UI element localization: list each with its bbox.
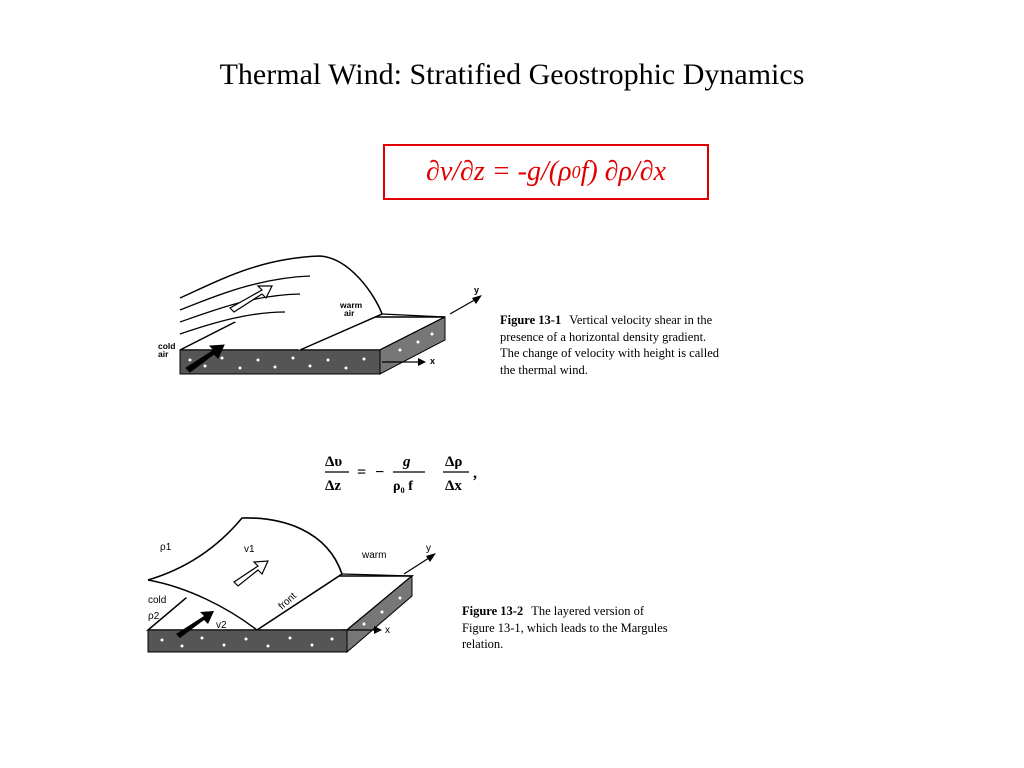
fig2-warm-label: warm (362, 550, 387, 561)
fig1-caption-line-2: presence of a horizontal density gradient. (500, 329, 707, 344)
figure-13-2-caption (462, 603, 722, 653)
fig2-rho2-label: ρ2 (148, 611, 160, 622)
fig1-warm-label: warm (340, 300, 363, 310)
fig1-caption-line-1: Vertical velocity shear in the (569, 313, 713, 327)
fig1-caption-line-4: the thermal wind. (500, 362, 588, 377)
figure-13-1-diagram (150, 250, 495, 380)
fig1-caption-line-3: The change of velocity with height is called (500, 346, 720, 360)
fig1-x-axis-label: x (430, 356, 436, 366)
fig2-caption-line-1: The layered version of (531, 604, 645, 618)
fig2-front-label: front (276, 590, 299, 613)
fig2-v1-label: v1 (244, 544, 255, 555)
equation-part-2: f) ∂ρ/∂x (580, 156, 666, 187)
formula-drho: Δρ (445, 454, 463, 470)
equation-subscript: 0 (571, 161, 581, 182)
formula-dx: Δx (445, 478, 462, 494)
formula-dz: Δz (325, 478, 342, 494)
fig2-rho1-label: ρ1 (160, 542, 172, 553)
fig1-cold-label: cold (158, 341, 176, 351)
fig2-caption-line-3: relation. (462, 637, 504, 651)
formula-minus: − (375, 464, 385, 481)
finite-difference-formula (285, 448, 495, 498)
fig2-caption-line-2: Figure 13-1, which leads to the Margules (462, 620, 668, 635)
fig2-x-axis-label: x (385, 625, 390, 636)
fig2-v2-label: v2 (216, 620, 227, 631)
fig2-cold-label: cold (148, 595, 167, 606)
fig1-y-axis-label: y (474, 285, 480, 295)
fig1-warm-air-label: air (344, 308, 355, 318)
fig2-y-axis-label: y (426, 543, 431, 554)
formula-dv: Δυ (325, 454, 343, 470)
figure-13-2-diagram (142, 512, 452, 657)
equation-part-1: ∂v/∂z = -g/(ρ (426, 156, 572, 187)
thermal-wind-equation-box (383, 144, 709, 200)
formula-rho0f: ρ₀ f (393, 479, 413, 494)
formula-equals: = (357, 464, 367, 481)
formula-comma: , (473, 465, 477, 482)
figure-13-1-caption (500, 312, 760, 378)
figure-13-2-caption-label: Figure 13-2 (462, 604, 524, 618)
page-title: Thermal Wind: Stratified Geostrophic Dynamics (219, 58, 805, 91)
fig1-cold-air-label: air (158, 349, 169, 359)
formula-g: g (403, 454, 411, 470)
figure-13-1-caption-label: Figure 13-1 (500, 313, 562, 327)
